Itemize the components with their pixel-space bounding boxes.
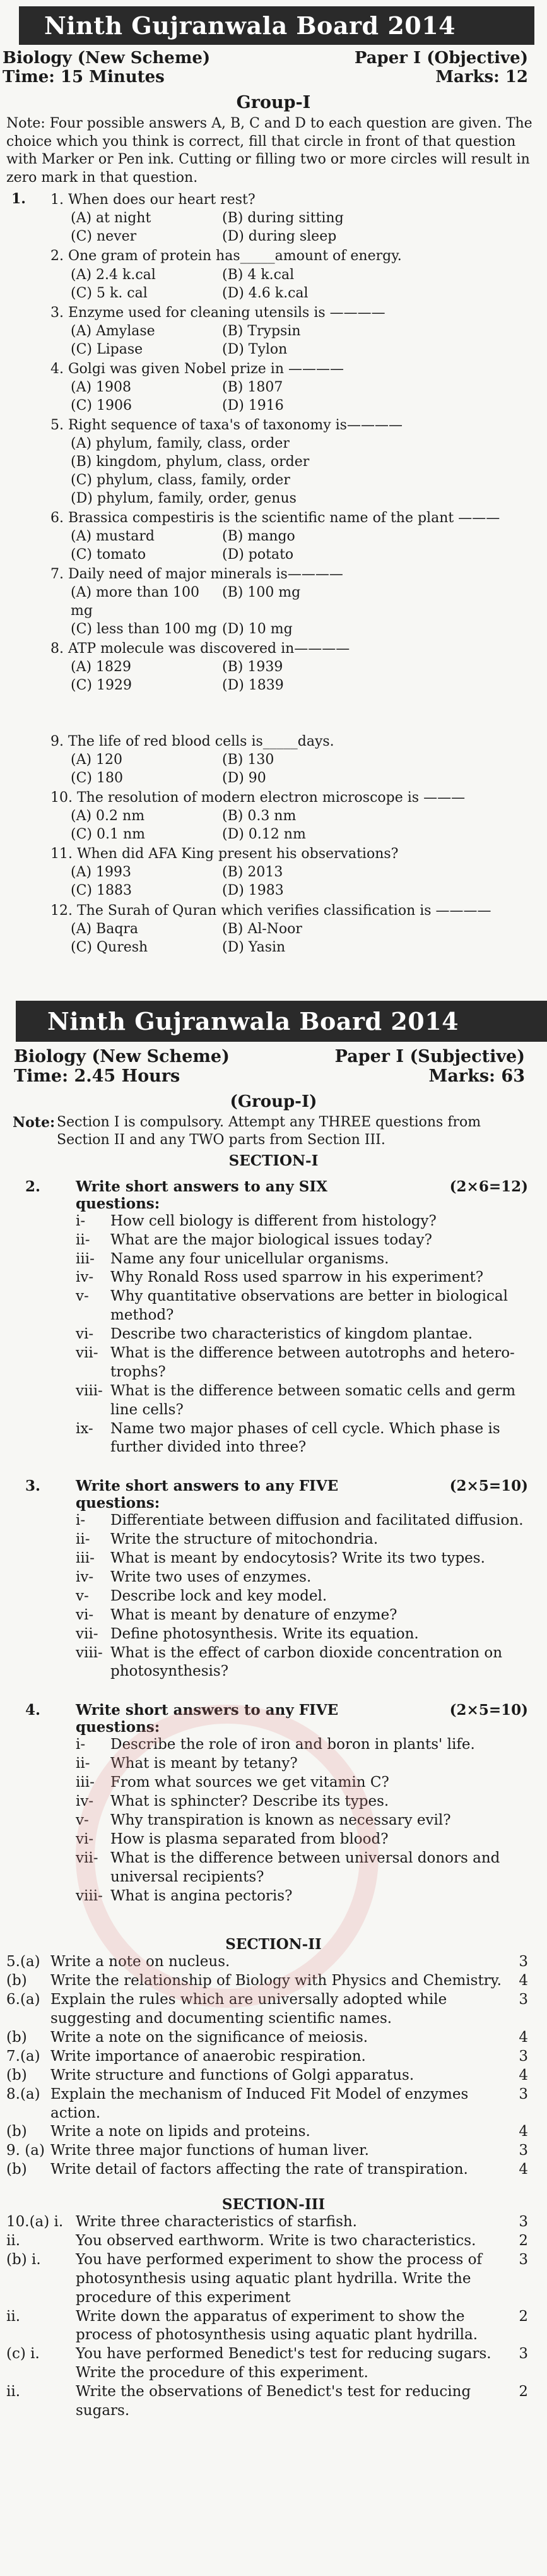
long-question-marks: 3 [519, 2251, 528, 2268]
item-text: Why Ronald Ross used sparrow in his experiment? [110, 1269, 484, 1286]
mcq-option-b[interactable]: (B) 1807 [222, 379, 283, 395]
mcq-question-text: 5. Right sequence of taxa's of taxonomy is———— [50, 417, 403, 433]
long-question-text: Write the relationship of Biology with Physics and Chemistry. [50, 1972, 502, 1989]
short-question-item [76, 1549, 528, 1568]
objective-paper: Paper I (Objective) [354, 49, 528, 68]
subjective-time: Time: 2.45 Hours [14, 1066, 180, 1086]
long-question [0, 2142, 547, 2161]
item-numeral: v- [76, 1811, 89, 1828]
long-question-text: Write structure and functions of Golgi apparatus. [50, 2066, 415, 2084]
mcq-question [50, 565, 515, 638]
mcq-option-a[interactable]: (A) phylum, family, class, order [71, 435, 290, 451]
subjective-marks: Marks: 63 [428, 1066, 525, 1086]
short-question-item [76, 1212, 528, 1231]
short-question-title: Write short answers to any SIX questions: [76, 1178, 327, 1212]
mcq-question [50, 191, 515, 246]
mcq-option-c[interactable]: (C) 1883 [71, 883, 132, 899]
short-question-item [76, 1268, 528, 1287]
item-numeral: v- [76, 1288, 89, 1305]
long-question-label: (b) [6, 1972, 27, 1989]
item-text: What is sphincter? Describe its types. [110, 1793, 389, 1810]
long-question-text: You have performed Benedict's test for reducing sugars. Write the procedure of this experiment. [76, 2346, 491, 2382]
long-question-marks: 4 [519, 1972, 528, 1989]
item-text: Describe lock and key model. [110, 1587, 327, 1604]
item-text: What is angina pectoris? [110, 1887, 293, 1904]
mcq-question [50, 845, 515, 900]
short-question-item [76, 1231, 528, 1250]
mcq-option-d[interactable]: (D) 1839 [222, 677, 284, 694]
subjective-note-label: Note: [13, 1114, 56, 1131]
long-question-text: Write three characteristics of starfish. [76, 2214, 357, 2231]
short-question-items [25, 1212, 528, 1458]
short-question-number: 2. [25, 1178, 41, 1195]
mcq-option-d[interactable]: (D) 1983 [222, 883, 284, 899]
item-text: Write the structure of mitochondria. [110, 1531, 379, 1548]
item-text: Differentiate between diffusion and facilitated diffusion. [110, 1512, 524, 1529]
subjective-note-text: Section I is compulsory. Attempt any THREE questions from Section II and any TWO parts from Section III. [57, 1114, 481, 1148]
long-question-marks: 3 [519, 2142, 528, 2159]
item-text: What is meant by tetany? [110, 1755, 298, 1772]
mcq-options [50, 322, 515, 359]
long-question [0, 2161, 547, 2179]
mcq-question-text: 11. When did AFA King present his observations? [50, 846, 399, 862]
item-numeral: i- [76, 1512, 86, 1529]
subjective-time-row [0, 1066, 547, 1086]
mcq-question-text: 1. When does our heart rest? [50, 192, 256, 208]
long-question-text: You observed earthworm. Write is two characteristics. [76, 2232, 476, 2249]
mcq-options [50, 658, 515, 695]
item-numeral: vii- [76, 1625, 98, 1642]
mcq-option-d[interactable]: (D) Yasin [222, 939, 286, 955]
section-2-title: SECTION-II [225, 1936, 322, 1953]
long-question-text: Write down the apparatus of experiment to show the process of photosynthesis using aquatic plant hydrilla. [76, 2308, 478, 2344]
long-question-text: Explain the rules which are universally adopted while suggesting and documenting scientific names. [50, 1991, 447, 2027]
long-question-marks: 3 [519, 2214, 528, 2231]
long-question-label: (b) [6, 2161, 27, 2178]
long-question-label: (b) [6, 2123, 27, 2140]
mcq-option-b[interactable]: (B) Trypsin [222, 323, 301, 339]
short-question-item [76, 1344, 528, 1382]
objective-note [0, 112, 547, 189]
mcq-question [50, 509, 515, 564]
item-numeral: iv- [76, 1793, 94, 1810]
item-text: How cell biology is different from histology? [110, 1212, 437, 1229]
mcq-question [50, 304, 515, 359]
long-question-marks: 4 [519, 2161, 528, 2178]
long-question [0, 2232, 547, 2251]
mcq-option-b[interactable]: (B) 0.3 nm [222, 808, 297, 825]
mcq-question-text: 2. One gram of protein has_____amount of energy. [50, 248, 402, 265]
mcq-option-c[interactable]: (C) 1906 [71, 397, 132, 414]
mcq-option-c[interactable]: (C) never [71, 229, 137, 245]
mcq-option-c[interactable]: (C) Lipase [71, 341, 143, 357]
long-question [0, 2345, 547, 2383]
short-question-item [76, 1606, 528, 1625]
short-question-item [76, 1250, 528, 1269]
item-numeral: ii- [76, 1231, 90, 1248]
objective-time: Time: 15 Minutes [3, 68, 165, 86]
subjective-note [0, 1111, 547, 1152]
item-text: Describe two characteristics of kingdom plantae. [110, 1326, 473, 1343]
mcq-option-d[interactable]: (D) 10 mg [222, 621, 293, 638]
mcq-option-d[interactable]: (D) phylum, family, order, genus [71, 490, 297, 506]
objective-board-title: Ninth Gujranwala Board 2014 [19, 6, 534, 45]
short-question-item [76, 1382, 528, 1420]
mcq-option-b[interactable]: (B) 130 [222, 752, 274, 768]
long-question-label: 5.(a) [6, 1953, 40, 1971]
mcq-option-c[interactable]: (C) 5 k. cal [71, 285, 148, 301]
long-question-text: Write the observations of Benedict's test for reducing sugars. [76, 2383, 471, 2419]
short-question-number: 3. [25, 1477, 41, 1495]
mcq-option-c[interactable]: (C) Quresh [71, 939, 148, 955]
long-question [0, 2308, 547, 2346]
long-question-label: ii. [6, 2383, 21, 2400]
objective-note-label: Note: [6, 116, 45, 131]
mcq-option-a[interactable]: (A) Baqra [71, 921, 139, 937]
mcq-option-a[interactable]: (A) 1908 [71, 379, 132, 395]
long-question-marks: 4 [519, 2123, 528, 2140]
long-question-label: ii. [6, 2232, 21, 2249]
item-numeral: iv- [76, 1269, 94, 1286]
item-numeral: iii- [76, 1550, 95, 1567]
item-numeral: ii- [76, 1755, 90, 1772]
short-question-number: 4. [25, 1702, 41, 1719]
item-text: What is the difference between universal donors and universal recipients? [110, 1849, 500, 1885]
mcq-option-d[interactable]: (D) 1916 [222, 397, 284, 414]
subjective-subject-row [0, 1042, 547, 1066]
mcq-options [50, 209, 515, 246]
mcq-option-b[interactable]: (B) during sitting [222, 210, 344, 227]
mcq-question [50, 902, 515, 957]
subjective-group: (Group-I) [230, 1092, 317, 1111]
mcq-option-c[interactable]: (C) less than 100 mg [71, 621, 217, 638]
mcq-option-a[interactable]: (A) more than 100 mg [71, 585, 199, 619]
long-question-text: You have performed experiment to show the process of photosynthesis using aquatic plant hydrilla. Write the procedure of this experiment [76, 2251, 482, 2306]
mcq-options [50, 378, 515, 415]
item-text: Define photosynthesis. Write its equation. [110, 1625, 419, 1642]
mcq-question-text: 7. Daily need of major minerals is———— [50, 566, 343, 582]
objective-subject-row [0, 45, 547, 68]
mcq-section-number: 1. [11, 191, 26, 208]
long-question-label: (b) [6, 2029, 27, 2046]
short-question-item [76, 1287, 528, 1325]
long-question-marks: 3 [519, 2346, 528, 2363]
short-question-item [76, 1625, 528, 1644]
short-question-item [76, 1587, 528, 1606]
long-question-label: 9. (a) [6, 2142, 45, 2159]
long-question-text: Explain the mechanism of Induced Fit Model of enzymes action. [50, 2085, 469, 2121]
short-question-title: Write short answers to any FIVE questions: [76, 1477, 339, 1512]
long-question-text: Write importance of anaerobic respiration. [50, 2048, 366, 2065]
short-question-item [76, 1568, 528, 1587]
mcq-option-b[interactable]: (B) Al-Noor [222, 921, 302, 937]
item-text: From what sources we get vitamin C? [110, 1774, 389, 1791]
short-question-item [76, 1325, 528, 1344]
mcq-option-d[interactable]: (D) during sleep [222, 229, 337, 245]
objective-time-row [0, 68, 547, 86]
mcq-option-b[interactable]: (B) 100 mg [222, 585, 301, 601]
long-question-label: 7.(a) [6, 2048, 40, 2065]
long-question [0, 2029, 547, 2048]
item-text: What is meant by denature of enzyme? [110, 1606, 397, 1623]
mcq-option-c[interactable]: (C) 0.1 nm [71, 826, 146, 843]
mcq-question [50, 416, 515, 508]
item-numeral: iv- [76, 1569, 94, 1586]
long-question-text: Write three major functions of human liver. [50, 2142, 369, 2159]
mcq-option-d[interactable]: (D) 0.12 nm [222, 826, 306, 843]
long-question [0, 2383, 547, 2421]
item-numeral: iii- [76, 1774, 95, 1791]
mcq-options [50, 751, 515, 787]
mcq-question [50, 789, 515, 844]
objective-note-text: Four possible answers A, B, C and D to each question are given. The choice which you think is correct, fill that circle in front of that question with Marker or Pen ink. Cutting or filling two or more circles will result in zero mark in that question. [6, 116, 532, 186]
item-text: How is plasma separated from blood? [110, 1830, 389, 1847]
mcq-option-a[interactable]: (A) at night [71, 210, 151, 227]
mcq-options [50, 863, 515, 900]
short-question-items [25, 1512, 528, 1681]
mcq-option-c[interactable]: (C) 1929 [71, 677, 132, 694]
long-question-text: Write a note on the significance of meiosis. [50, 2029, 368, 2046]
item-text: What is the difference between somatic cells and germ line cells? [110, 1382, 516, 1418]
item-text: Why quantitative observations are better in biological method? [110, 1288, 508, 1324]
subjective-paper: Paper I (Subjective) [334, 1046, 525, 1066]
mcq-option-b[interactable]: (B) kingdom, phylum, class, order [71, 453, 310, 470]
item-numeral: vii- [76, 1849, 98, 1866]
long-question-marks: 3 [519, 1953, 528, 1971]
item-numeral: vi- [76, 1830, 94, 1847]
mcq-option-a[interactable]: (A) 120 [71, 752, 123, 768]
item-text: Name any four unicellular organisms. [110, 1250, 389, 1267]
long-question-marks: 3 [519, 2048, 528, 2065]
mcq-option-a[interactable]: (A) Amylase [71, 323, 155, 339]
section-3-title: SECTION-III [221, 2196, 326, 2214]
mcq-options [50, 527, 515, 564]
item-text: Describe the role of iron and boron in plants' life. [110, 1736, 475, 1753]
mcq-option-d[interactable]: (D) 90 [222, 770, 266, 787]
short-question-item [76, 1512, 528, 1530]
mcq-question [50, 247, 515, 302]
short-question-item [76, 1644, 528, 1682]
mcq-question-text: 12. The Surah of Quran which verifies classification is ———— [50, 902, 491, 919]
long-question-label: (b) [6, 2066, 27, 2084]
short-question-item [76, 1530, 528, 1549]
long-question [0, 2048, 547, 2066]
long-question-label: (c) i. [6, 2346, 40, 2363]
short-question-heading [25, 1477, 528, 1512]
mcq-option-c[interactable]: (C) 180 [71, 770, 123, 787]
item-text: Name two major phases of cell cycle. Which phase is further divided into three? [110, 1420, 500, 1456]
long-question-label: 10.(a) i. [6, 2214, 64, 2231]
section-3-questions [0, 2213, 547, 2421]
long-question-label: 8.(a) [6, 2085, 40, 2102]
mcq-option-d[interactable]: (D) potato [222, 546, 294, 563]
long-question [0, 2066, 547, 2085]
item-text: What is the effect of carbon dioxide concentration on photosynthesis? [110, 1644, 503, 1680]
long-question-marks: 3 [519, 1991, 528, 2008]
long-question [0, 2123, 547, 2142]
mcq-option-b[interactable]: (B) mango [222, 528, 295, 544]
short-question-marks: (2×6=12) [449, 1178, 528, 1195]
subjective-subject: Biology (New Scheme) [14, 1046, 230, 1066]
item-numeral: iii- [76, 1250, 95, 1267]
mcq-option-d[interactable]: (D) 4.6 k.cal [222, 285, 309, 301]
short-question-item [76, 1420, 528, 1458]
mcq-options [50, 266, 515, 302]
long-question-text: Write a note on nucleus. [50, 1953, 230, 1971]
objective-group: Group-I [236, 93, 311, 112]
long-question-marks: 4 [519, 2029, 528, 2046]
item-numeral: ii- [76, 1531, 90, 1548]
mcq-option-c[interactable]: (C) phylum, class, family, order [71, 472, 290, 488]
item-text: What are the major biological issues today? [110, 1231, 432, 1248]
long-question-marks: 2 [519, 2383, 528, 2400]
mcq-option-d[interactable]: (D) Tylon [222, 341, 288, 357]
item-text: What is the difference between autotrophs and hetero-trophs? [110, 1345, 515, 1380]
short-question-heading [25, 1178, 528, 1212]
objective-subject: Biology (New Scheme) [3, 49, 211, 68]
long-question [0, 2213, 547, 2232]
mcq-option-b[interactable]: (B) 4 k.cal [222, 266, 295, 283]
short-question-marks: (2×5=10) [449, 1702, 528, 1719]
item-numeral: ix- [76, 1420, 93, 1437]
item-text: Why transpiration is known as necessary evil? [110, 1811, 451, 1828]
long-question-marks: 3 [519, 2085, 528, 2102]
mcq-options [50, 583, 515, 638]
long-question-text: Write detail of factors affecting the rate of transpiration. [50, 2161, 468, 2178]
short-question-marks: (2×5=10) [449, 1477, 528, 1495]
objective-marks: Marks: 12 [435, 68, 528, 86]
long-question-label: ii. [6, 2308, 21, 2325]
item-numeral: vii- [76, 1345, 98, 1362]
item-numeral: i- [76, 1212, 86, 1229]
mcq-options [50, 434, 515, 508]
item-text: What is meant by endocytosis? Write its two types. [110, 1550, 485, 1567]
mcq-option-a[interactable]: (A) 0.2 nm [71, 808, 145, 825]
mcq-question-text: 6. Brassica compestiris is the scientific name of the plant ——— [50, 510, 500, 526]
mcq-question-text: 3. Enzyme used for cleaning utensils is ———— [50, 304, 385, 321]
long-question-text: Write a note on lipids and proteins. [50, 2123, 310, 2140]
mcq-options [50, 920, 515, 957]
long-question-marks: 4 [519, 2066, 528, 2084]
long-question-marks: 2 [519, 2232, 528, 2249]
long-question-marks: 2 [519, 2308, 528, 2325]
long-question [0, 2085, 547, 2123]
mcq-question [50, 640, 515, 695]
item-numeral: v- [76, 1587, 89, 1604]
mcq-question-text: 8. ATP molecule was discovered in———— [50, 641, 350, 657]
mcq-options [50, 807, 515, 844]
watermark-seal [76, 1705, 379, 2008]
item-numeral: viii- [76, 1887, 103, 1904]
mcq-question-text: 10. The resolution of modern electron microscope is ——— [50, 790, 466, 806]
item-numeral: i- [76, 1736, 86, 1753]
item-numeral: viii- [76, 1644, 103, 1661]
mcq-block [0, 191, 547, 956]
item-text: Write two uses of enzymes. [110, 1569, 312, 1586]
item-numeral: viii- [76, 1382, 103, 1399]
section-1-title: SECTION-I [228, 1152, 319, 1169]
long-question [0, 2251, 547, 2308]
mcq-question [50, 360, 515, 415]
long-question-label: (b) i. [6, 2251, 41, 2268]
mcq-question-text: 4. Golgi was given Nobel prize in ———— [50, 361, 344, 377]
mcq-option-a[interactable]: (A) mustard [71, 528, 155, 544]
item-numeral: vi- [76, 1326, 94, 1343]
short-question-title: Write short answers to any FIVE questions: [76, 1702, 339, 1736]
mcq-question [50, 732, 515, 787]
mcq-option-a[interactable]: (A) 1993 [71, 864, 132, 881]
mcq-option-b[interactable]: (B) 1939 [222, 659, 283, 676]
mcq-question-text: 9. The life of red blood cells is_____days. [50, 734, 334, 750]
subjective-board-title: Ninth Gujranwala Board 2014 [16, 1001, 547, 1042]
mcq-option-b[interactable]: (B) 2013 [222, 864, 283, 881]
mcq-option-a[interactable]: (A) 2.4 k.cal [71, 266, 156, 283]
long-question-label: 6.(a) [6, 1991, 40, 2008]
mcq-option-a[interactable]: (A) 1829 [71, 659, 132, 676]
item-numeral: vi- [76, 1606, 94, 1623]
mcq-list [0, 191, 547, 956]
mcq-option-c[interactable]: (C) tomato [71, 546, 146, 563]
